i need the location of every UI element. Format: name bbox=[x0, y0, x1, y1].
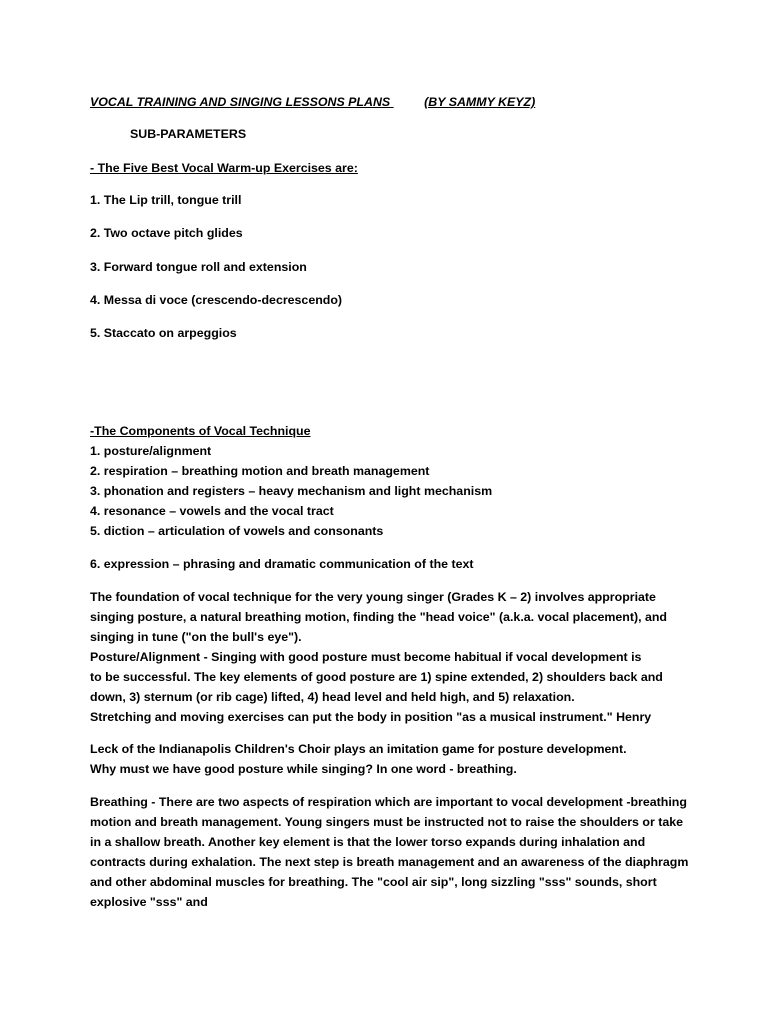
warmup-item: 5. Staccato on arpeggios bbox=[90, 326, 237, 340]
breathing-line: Breathing - There are two aspects of respiration which are important to vocal development -breathing bbox=[90, 795, 687, 809]
breathing-line: and other abdominal muscles for breathing. The "cool air sip", long sizzling "sss" sounds, short bbox=[90, 875, 657, 889]
breathing-line: in a shallow breath. Another key element is that the lower torso expands during inhalation and bbox=[90, 835, 646, 849]
warmup-item: 2. Two octave pitch glides bbox=[90, 226, 243, 240]
foundation-line: The foundation of vocal technique for the very young singer (Grades K – 2) involves appropriate bbox=[90, 590, 656, 604]
title-gap bbox=[390, 95, 424, 110]
posture-line: Posture/Alignment - Singing with good posture must become habitual if vocal development is bbox=[90, 650, 642, 664]
posture-line: to be successful. The key elements of good posture are 1) spine extended, 2) shoulders back and bbox=[90, 670, 663, 684]
component-item: 4. resonance – vowels and the vocal tract bbox=[90, 504, 334, 518]
warmups-heading: - The Five Best Vocal Warm-up Exercises are: bbox=[90, 161, 358, 175]
component-item: 2. respiration – breathing motion and breath management bbox=[90, 464, 430, 478]
warmup-item: 3. Forward tongue roll and extension bbox=[90, 260, 307, 274]
warmup-item: 4. Messa di voce (crescendo-decrescendo) bbox=[90, 293, 343, 307]
foundation-line: singing in tune ("on the bull's eye"). bbox=[90, 630, 302, 644]
leck-line: Why must we have good posture while singing? In one word - breathing. bbox=[90, 762, 517, 776]
warmup-item: 1. The Lip trill, tongue trill bbox=[90, 193, 242, 207]
sub-parameters-heading: SUB-PARAMETERS bbox=[130, 127, 247, 141]
component-item: 6. expression – phrasing and dramatic communication of the text bbox=[90, 557, 474, 571]
foundation-line: singing posture, a natural breathing motion, finding the "head voice" (a.k.a. vocal placement), and bbox=[90, 610, 667, 624]
document-title bbox=[90, 95, 535, 110]
leck-line: Leck of the Indianapolis Children's Choir plays an imitation game for posture development. bbox=[90, 742, 627, 756]
components-heading: -The Components of Vocal Technique bbox=[90, 424, 311, 438]
breathing-line: contracts during exhalation. The next step is breath management and an awareness of the diaphragm bbox=[90, 855, 689, 869]
component-item: 5. diction – articulation of vowels and consonants bbox=[90, 524, 384, 538]
author-text: (BY SAMMY KEYZ) bbox=[424, 95, 536, 109]
posture-line: Stretching and moving exercises can put the body in position "as a musical instrument." Henry bbox=[90, 710, 652, 724]
posture-line: down, 3) sternum (or rib cage) lifted, 4) head level and held high, and 5) relaxation. bbox=[90, 690, 575, 704]
title-text: VOCAL TRAINING AND SINGING LESSONS PLANS bbox=[90, 95, 391, 109]
breathing-line: motion and breath management. Young singers must be instructed not to raise the shoulders or take bbox=[90, 815, 684, 829]
component-item: 1. posture/alignment bbox=[90, 444, 212, 458]
component-item: 3. phonation and registers – heavy mechanism and light mechanism bbox=[90, 484, 493, 498]
breathing-line: explosive "sss" and bbox=[90, 895, 208, 909]
